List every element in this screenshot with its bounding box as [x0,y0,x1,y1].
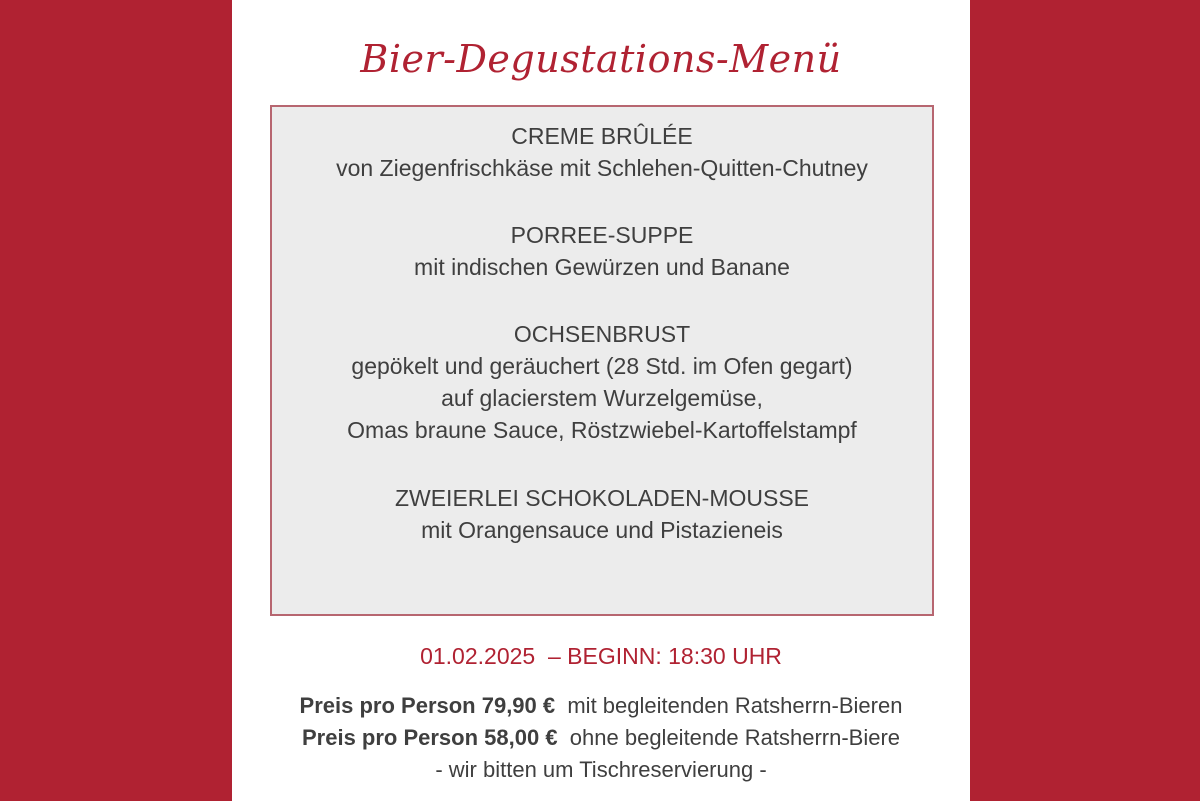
price-note: mit begleitenden Ratsherrn-Bieren [567,693,903,718]
price-label: Preis pro Person 58,00 € [301,725,558,750]
courses-box [270,105,934,616]
course-item [272,482,932,546]
course-description: gepökelt und geräuchert (28 Std. im Ofen gegart) [351,353,853,379]
price-line [232,690,970,722]
course-description: von Ziegenfrischkäse mit Schlehen-Quitten-Chutney [336,155,868,181]
course-name: OCHSENBRUST [513,321,691,347]
price-note: ohne begleitende Ratsherrn-Biere [569,725,901,750]
left-red-band [0,0,232,801]
course-description: mit Orangensauce und Pistazieneis [421,517,783,543]
event-date-time [232,640,970,672]
event-start-time: BEGINN: 18:30 UHR [567,643,782,669]
course-name: CREME BRÛLÉE [511,123,693,149]
course-item [272,219,932,283]
course-description: mit indischen Gewürzen und Banane [414,254,790,280]
menu-title: Bier-Degustations-Menü [360,37,842,81]
course-item [272,318,932,446]
course-name: PORREE-SUPPE [510,222,694,248]
course-description: auf glacierstem Wurzelgemüse, [441,385,763,411]
menu-card [232,0,970,801]
right-red-band [970,0,1200,801]
course-description: Omas braune Sauce, Röstzwiebel-Kartoffelstampf [347,417,857,443]
price-line [232,722,970,754]
price-label: Preis pro Person 79,90 € [299,693,556,718]
event-date: 01.02.2025 [420,643,536,669]
price-info [232,690,970,786]
event-separator: – [547,643,561,669]
course-name: ZWEIERLEI SCHOKOLADEN-MOUSSE [394,485,810,511]
reservation-note: - wir bitten um Tischreservierung - [435,757,767,782]
course-item [272,120,932,184]
